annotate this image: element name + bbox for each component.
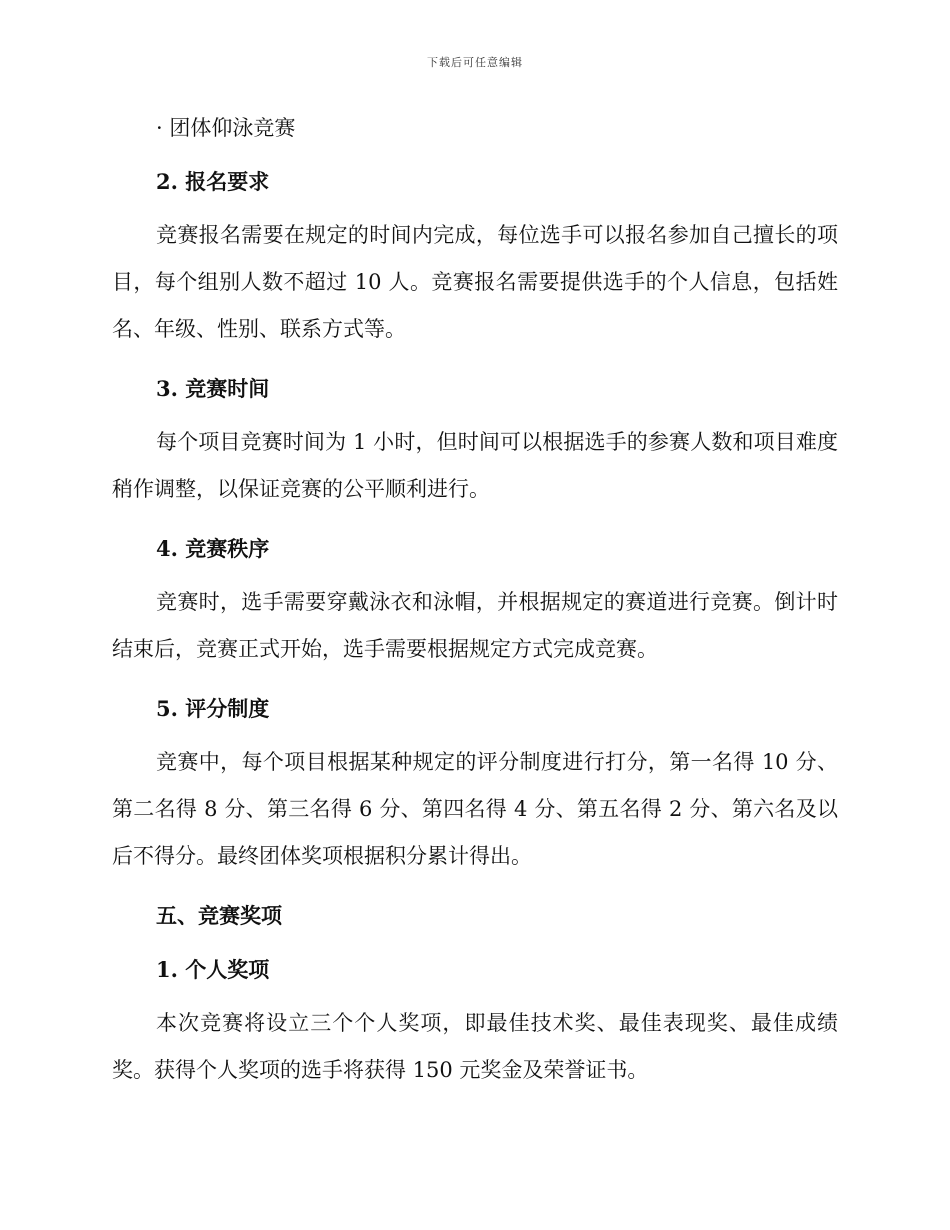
chapter-heading-awards: 五、竞赛奖项 [156,903,282,928]
paragraph-time: 每个项目竞赛时间为 1 小时，但时间可以根据选手的参赛人数和项目难度稍作调整，以保证竞赛的公平顺利进行。 [112,430,838,501]
section-heading-signup: 2. 报名要求 [156,169,270,194]
paragraph-individual-awards: 本次竞赛将设立三个个人奖项，即最佳技术奖、最佳表现奖、最佳成绩奖。获得个人奖项的选手将获得 150 元奖金及荣誉证书。 [112,1011,838,1082]
section-heading-scoring: 5. 评分制度 [156,696,270,721]
section-heading-order: 4. 竞赛秩序 [156,536,270,561]
paragraph-order: 竞赛时，选手需要穿戴泳衣和泳帽，并根据规定的赛道进行竞赛。倒计时结束后，竞赛正式开始，选手需要根据规定方式完成竞赛。 [112,590,838,661]
document-body [112,110,838,1112]
header-note: 下载后可任意编辑 [427,56,523,69]
paragraph-scoring: 竞赛中，每个项目根据某种规定的评分制度进行打分，第一名得 10 分、第二名得 8 分、第三名得 6 分、第四名得 4 分、第五名得 2 分、第六名及以后不得分。最终团体奖项根据积分累计得出。 [112,750,838,868]
section-heading-individual-awards: 1. 个人奖项 [156,957,270,982]
paragraph-signup: 竞赛报名需要在规定的时间内完成，每位选手可以报名参加自己擅长的项目，每个组别人数不超过 10 人。竞赛报名需要提供选手的个人信息，包括姓名、年级、性别、联系方式等。 [112,223,838,341]
section-heading-time: 3. 竞赛时间 [156,376,270,401]
bullet-item: · 团体仰泳竞赛 [156,116,296,140]
